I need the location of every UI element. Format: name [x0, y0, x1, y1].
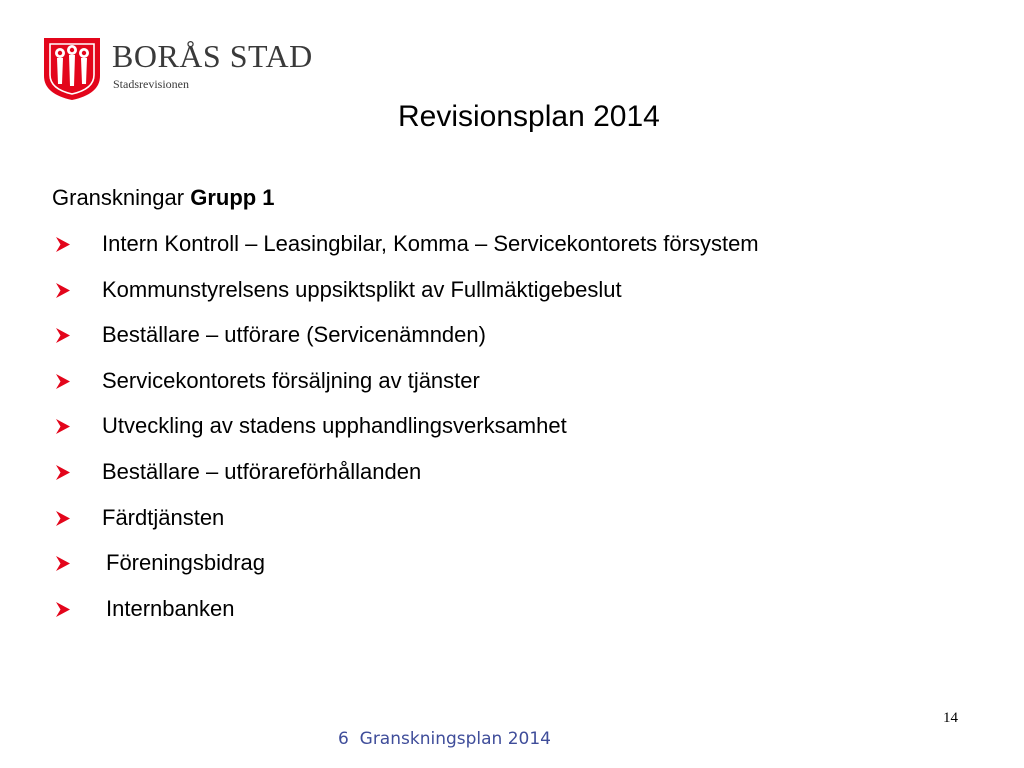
arrowhead-bullet-icon: [55, 373, 71, 390]
arrowhead-bullet-icon: [55, 510, 71, 527]
footer: [338, 729, 551, 749]
heading-prefix: Granskningar: [52, 185, 185, 210]
list-item-text: Intern Kontroll – Leasingbilar, Komma – Servicekontorets försystem: [102, 231, 759, 256]
logo-name: BORÅS STAD: [112, 38, 313, 74]
list-item-text: Beställare – utförareförhållanden: [102, 458, 422, 484]
page-number: 14: [943, 710, 958, 726]
list-item-text: Färdtjänsten: [102, 504, 225, 530]
borås-stad-logo: [42, 36, 312, 102]
arrowhead-bullet-icon: [55, 282, 71, 299]
arrowhead-bullet-icon: [55, 327, 71, 344]
footer-number: 6: [338, 729, 349, 749]
list-item-text: Beställare – utförare (Servicenämnden): [102, 322, 486, 348]
list-item-text: Internbanken: [106, 595, 235, 621]
arrowhead-bullet-icon: [55, 236, 71, 253]
list-item-text: Föreningsbidrag: [106, 550, 265, 576]
list-item-text: Kommunstyrelsens uppsiktsplikt av Fullmäktigebeslut: [102, 276, 622, 302]
arrowhead-bullet-icon: [55, 464, 71, 481]
arrowhead-bullet-icon: [55, 555, 71, 572]
logo-subtitle: Stadsrevisionen: [113, 77, 189, 91]
heading-group: Grupp 1: [190, 185, 275, 210]
coat-of-arms-icon: [42, 36, 102, 102]
footer-text: Granskningsplan 2014: [359, 729, 551, 749]
section-heading: [52, 185, 275, 211]
list-item-text: Servicekontorets försäljning av tjänster: [102, 367, 480, 393]
list-item-text: Utveckling av stadens upphandlingsverksamhet: [102, 413, 567, 439]
arrowhead-bullet-icon: [55, 418, 71, 435]
arrowhead-bullet-icon: [55, 601, 71, 618]
slide-title: Revisionsplan 2014: [398, 100, 660, 133]
